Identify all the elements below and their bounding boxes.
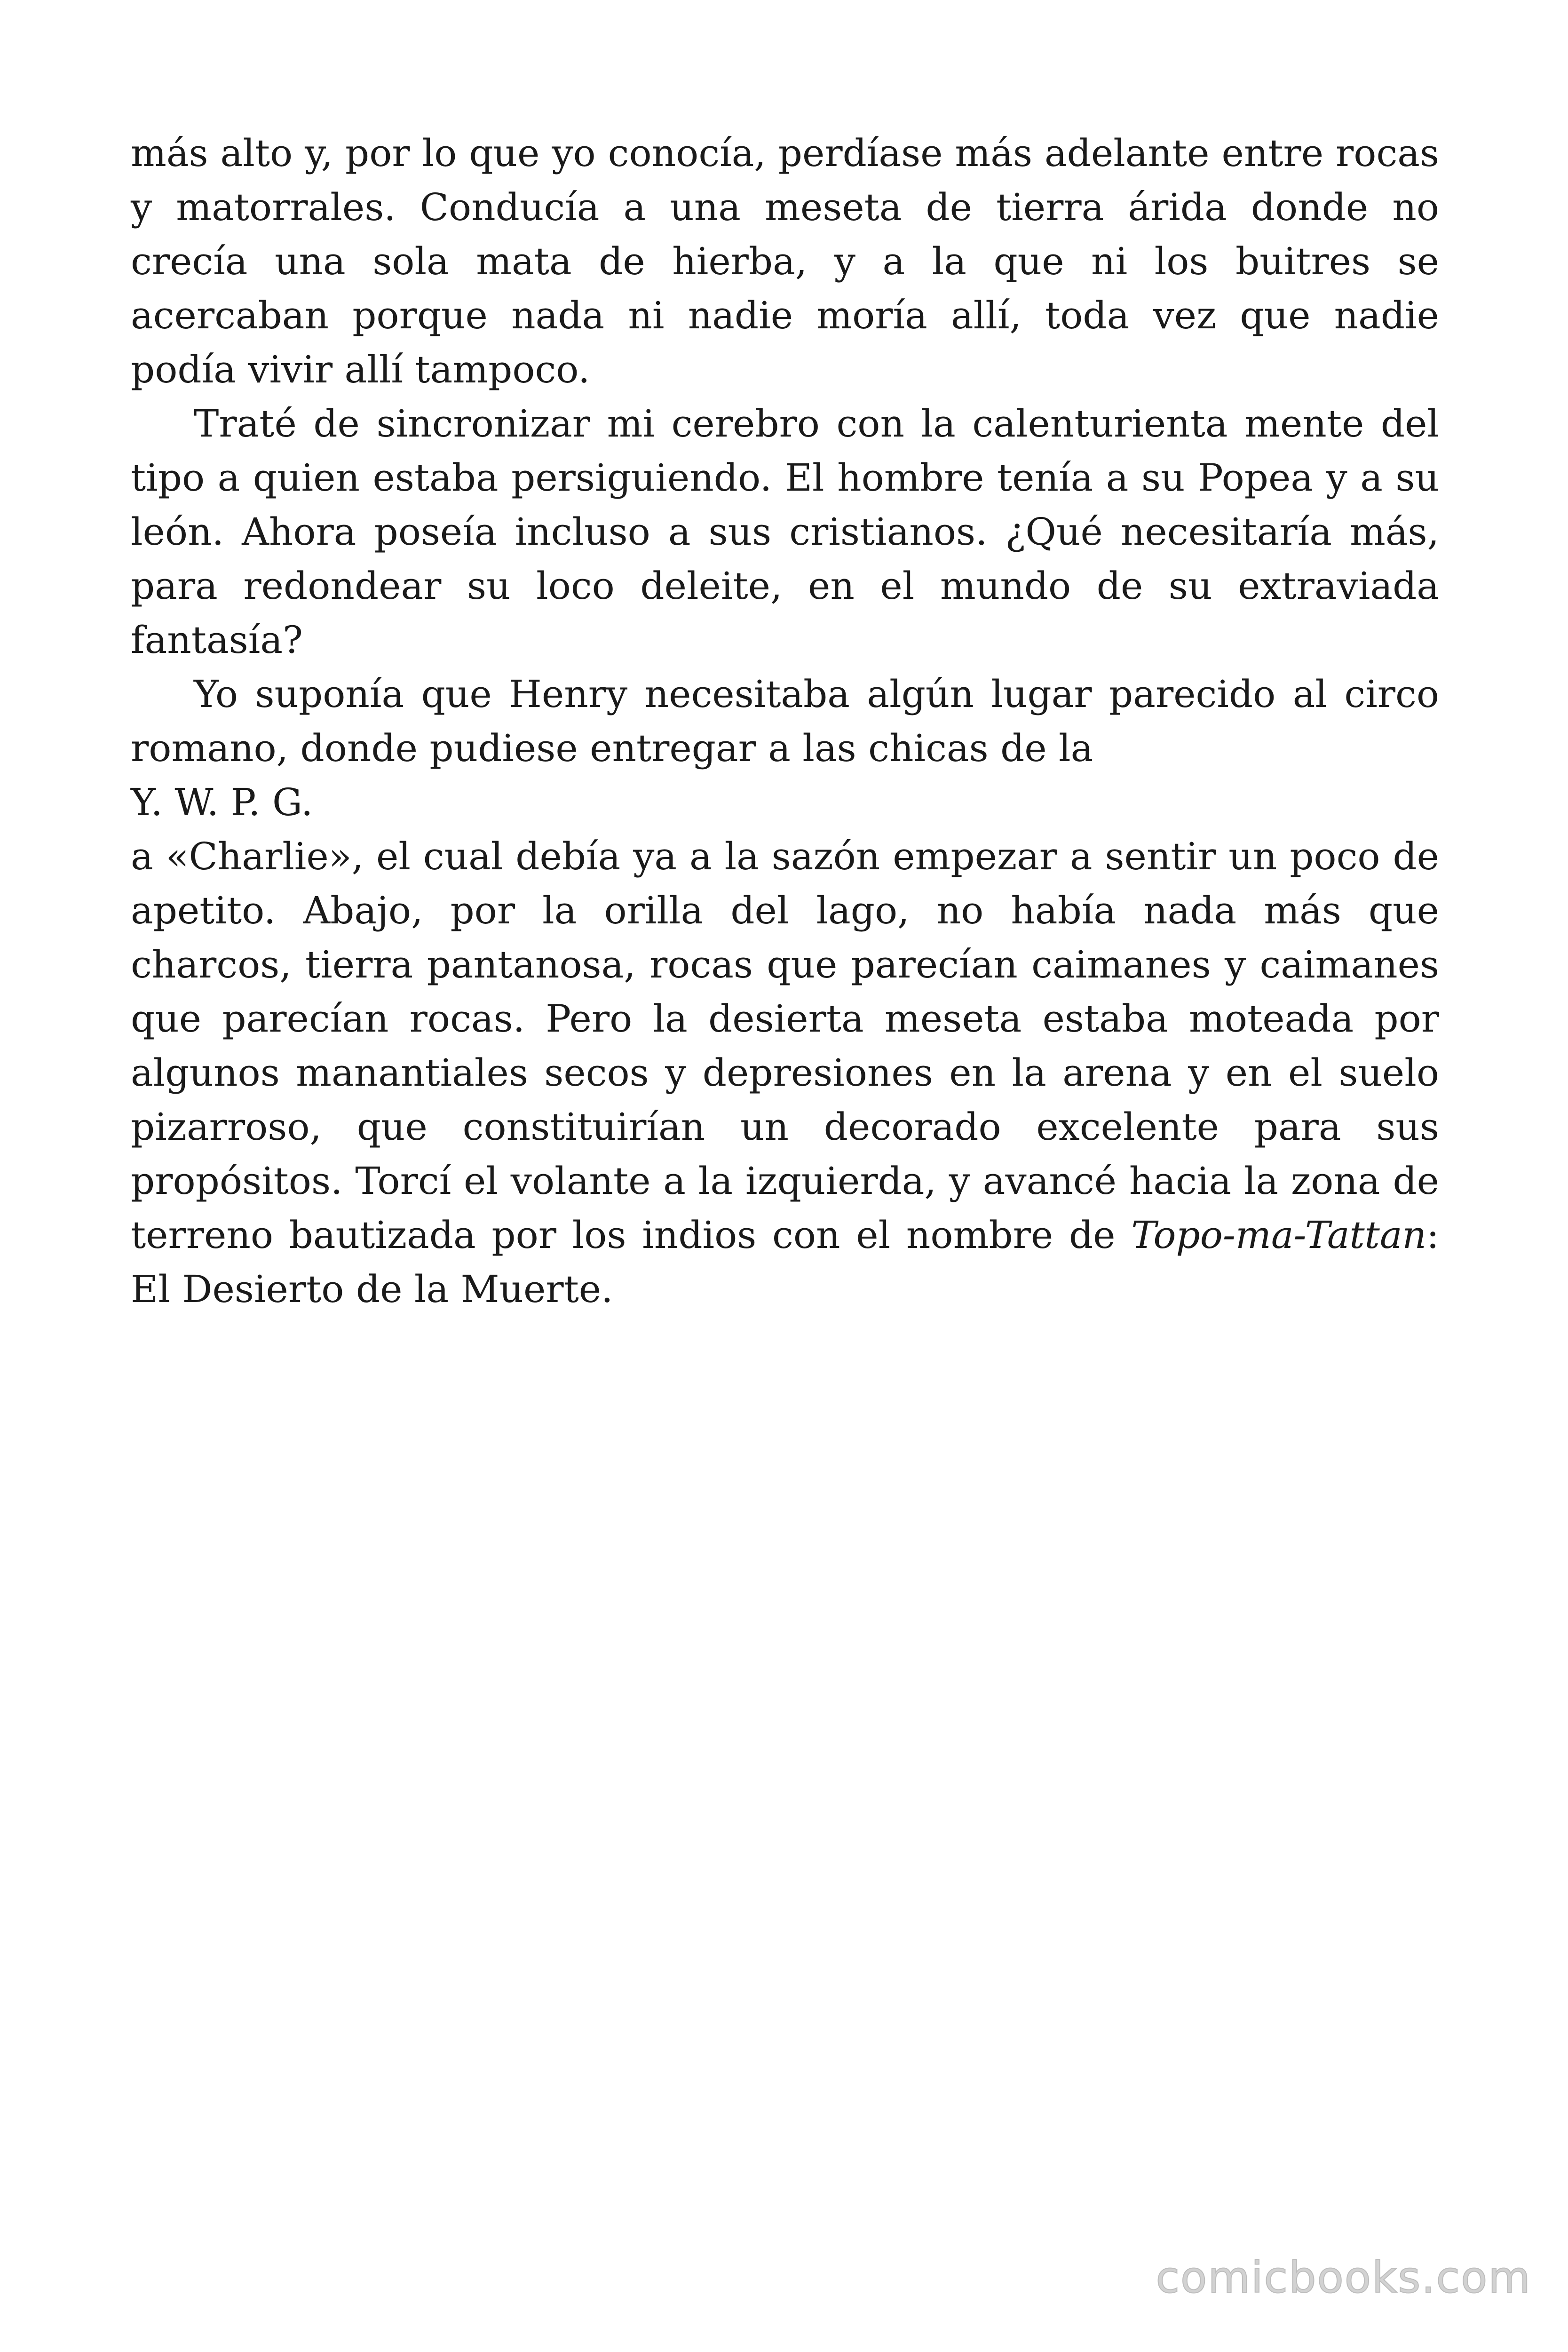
paragraph-3: Yo suponía que Henry necesitaba algún lugar parecido al circo romano, donde pudiese entregar a las chicas de la (131, 672, 1439, 770)
watermark: comicbooks.com (1156, 2252, 1531, 2303)
paragraph-2: Traté de sincronizar mi cerebro con la calenturienta mente del tipo a quien estaba persiguiendo. El hombre tenía a su Popea y a su león. Ahora poseía incluso a sus cristianos. ¿Qué necesitaría más, para redondear su loco deleite, en el mundo de su extraviada fantasía? (131, 402, 1439, 662)
acronym-line: Y. W. P. G. (131, 780, 313, 824)
paragraph-1: más alto y, por lo que yo conocía, perdíase más adelante entre rocas y matorrales. Conducía a una meseta de tierra árida donde no crecía una sola mata de hierba, y a la que ni los buitres se acercaban porque nada ni nadie moría allí, toda vez que nadie podía vivir allí tampoco. (131, 131, 1439, 391)
body-text (131, 126, 1439, 1316)
paragraph-4-text: a «Charlie», el cual debía ya a la sazón empezar a sentir un poco de apetito. Abajo, por la orilla del lago, no había nada más que charcos, tierra pantanosa, rocas que parecían caimanes y caimanes que parecían rocas. Pero la desierta meseta estaba moteada por algunos manantiales secos y depresiones en la arena y en el suelo pizarroso, que constituirían un decorado excelente para sus propósitos. Torcí el volante a la izquierda, y avancé hacia la zona de terreno bautizada por los indios con el nombre de (131, 834, 1439, 1257)
paragraph-4-ending: : El Desierto de la Muerte. (131, 1213, 1439, 1311)
paragraph-4 (131, 829, 1439, 1316)
place-name-italic: Topo-ma-Tattan (1131, 1213, 1427, 1257)
